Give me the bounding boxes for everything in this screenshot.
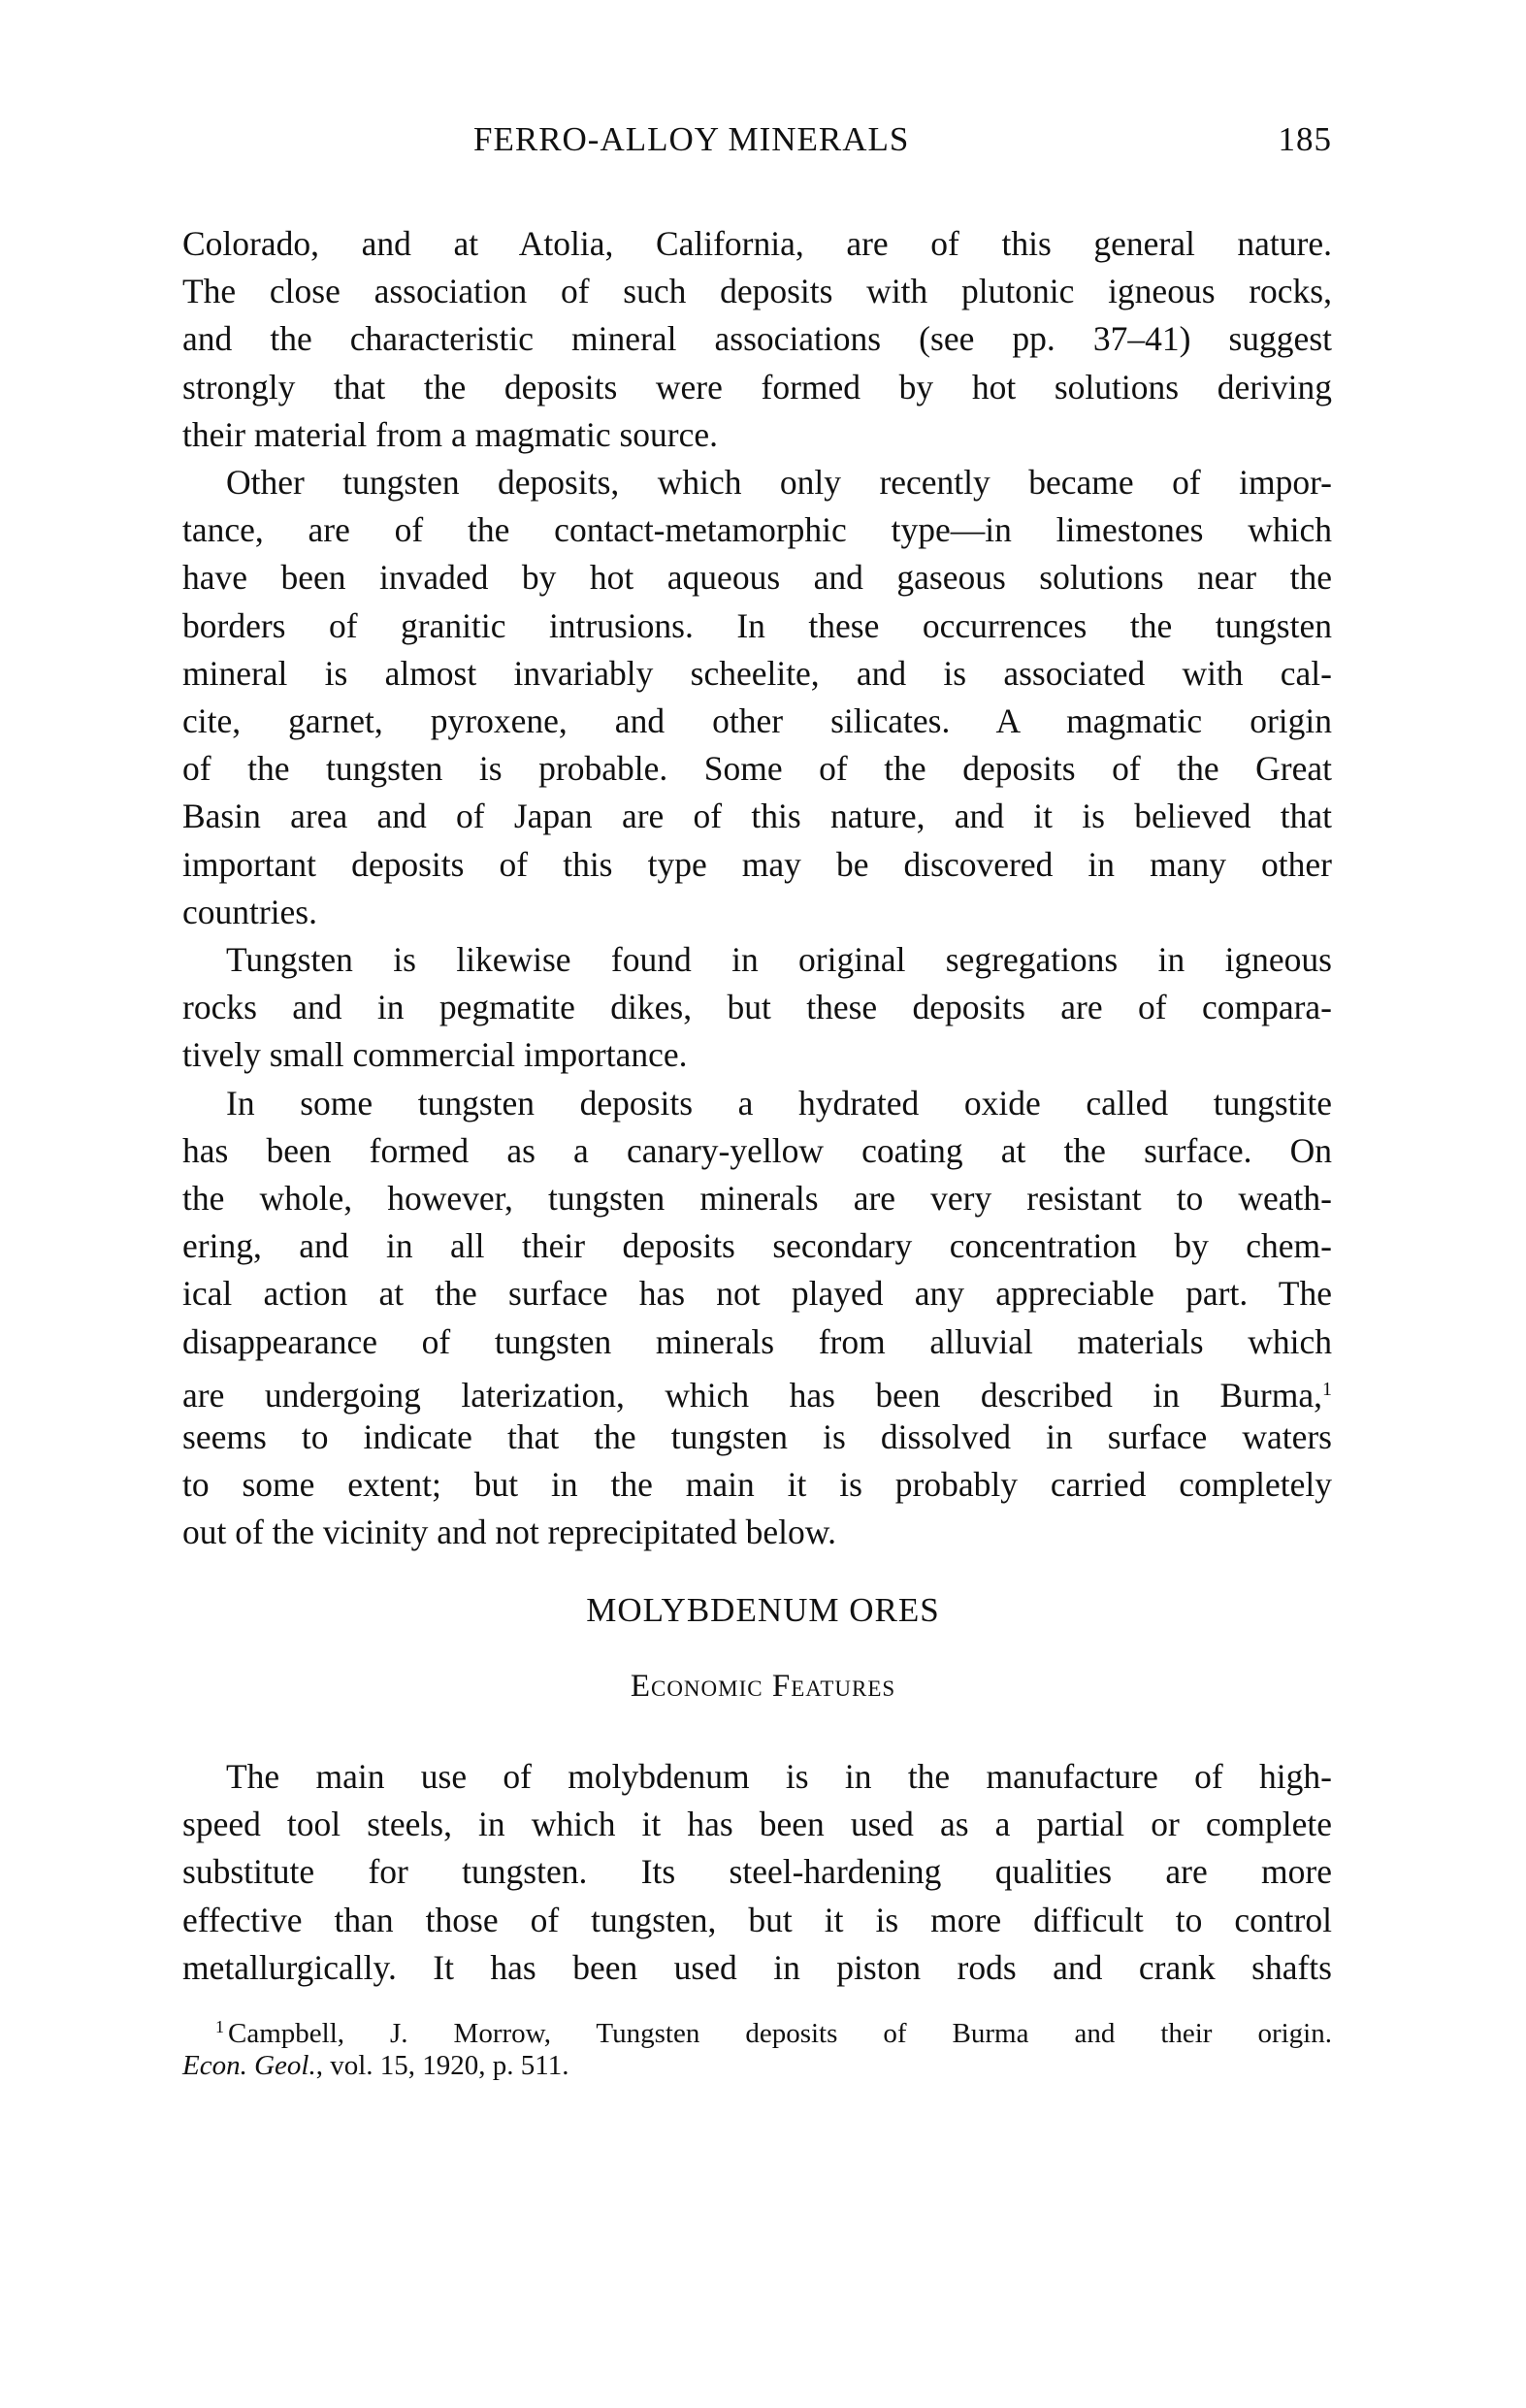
text-line-content: Basin area and of Japan are of this nature, and it is believed that	[182, 797, 1332, 836]
text-line-content: of the tungsten is probable. Some of the deposits of the Great	[182, 749, 1332, 789]
text-line	[182, 269, 1332, 313]
text-line	[182, 1271, 1332, 1316]
text-line	[182, 1032, 1332, 1077]
running-head	[182, 120, 1332, 163]
text-line-content: are undergoing laterization, which has been described in Burma,	[182, 1375, 1322, 1415]
footnote-reference[interactable]: 1	[1322, 1378, 1332, 1400]
running-title: FERRO-ALLOY MINERALS	[473, 120, 910, 158]
text-line-content: metallurgically. It has been used in piston rods and crank shafts	[182, 1947, 1332, 1987]
footnote-marker: 1	[215, 2017, 224, 2036]
text-line	[182, 1802, 1332, 1846]
text-line	[182, 1223, 1332, 1268]
text-line	[182, 412, 1332, 457]
text-line-content: The close association of such deposits with plutonic igneous rocks,	[182, 272, 1332, 311]
footnote-details: , vol. 15, 1920, p. 511.	[315, 2050, 569, 2081]
text-line	[226, 1081, 1332, 1125]
text-line-content: has been formed as a canary-yellow coating at the surface. On	[182, 1130, 1332, 1170]
text-line-content: seems to indicate that the tungsten is dissolved in surface waters	[182, 1417, 1332, 1456]
text-line-content: In some tungsten deposits a hydrated oxide called tungstite	[226, 1083, 1332, 1123]
text-line	[182, 746, 1332, 791]
text-line-content: borders of granitic intrusions. In these occurrences the tungsten	[182, 605, 1332, 645]
text-line	[182, 221, 1332, 266]
text-line	[182, 603, 1332, 648]
text-line	[182, 794, 1332, 838]
text-line	[226, 460, 1332, 504]
text-line	[182, 365, 1332, 409]
text-line-content: ical action at the surface has not played any appreciable part. The	[182, 1274, 1332, 1314]
text-line	[226, 937, 1332, 982]
text-line-content: Colorado, and at Atolia, California, are of this general nature.	[182, 224, 1332, 263]
text-line-content: strongly that the deposits were formed by hot solutions deriving	[182, 367, 1332, 407]
text-line	[182, 555, 1332, 600]
text-line	[182, 316, 1332, 361]
text-line	[182, 1415, 1332, 1459]
text-line-content: cite, garnet, pyroxene, and other silicates. A magmatic origin	[182, 701, 1332, 740]
text-line	[182, 1462, 1332, 1507]
footnote-line-2	[182, 2047, 1332, 2084]
text-line	[182, 1128, 1332, 1173]
text-line-content: mineral is almost invariably scheelite, and is associated with cal-	[182, 653, 1332, 693]
text-line-content: and the characteristic mineral associations (see pp. 37–41) suggest	[182, 319, 1332, 359]
text-line-content: Tungsten is likewise found in original segregations in igneous	[226, 940, 1332, 979]
text-line	[182, 1898, 1332, 1942]
subsection-heading: Economic Features	[630, 1669, 896, 1704]
text-line-content: substitute for tungsten. Its steel-hardening qualities are more	[182, 1852, 1332, 1892]
text-line	[182, 842, 1332, 887]
text-line-content: The main use of molybdenum is in the manufacture of high-	[226, 1757, 1332, 1796]
footnote-line-1	[215, 2008, 1332, 2052]
text-line	[182, 1319, 1332, 1364]
text-line	[182, 890, 1332, 934]
text-line-content: Other tungsten deposits, which only recently became of impor-	[226, 463, 1332, 502]
text-line-content: out of the vicinity and not reprecipitated below.	[182, 1513, 836, 1552]
footnote-journal: Econ. Geol.	[182, 2050, 316, 2081]
text-line-content: the whole, however, tungsten minerals are very resistant to weath-	[182, 1179, 1332, 1218]
text-line	[182, 699, 1332, 743]
text-line	[182, 1510, 1332, 1554]
text-line-content: tance, are of the contact-metamorphic type—in limestones which	[182, 510, 1332, 550]
text-line-content: important deposits of this type may be discovered in many other	[182, 844, 1332, 884]
text-line	[182, 651, 1332, 696]
text-line-content: countries.	[182, 892, 318, 931]
footnote-citation: Campbell, J. Morrow, Tungsten deposits of Burma and their origin.	[228, 2018, 1332, 2049]
text-line	[182, 1849, 1332, 1894]
text-line	[182, 985, 1332, 1029]
text-line-content: disappearance of tungsten minerals from alluvial materials which	[182, 1321, 1332, 1361]
text-line	[226, 1754, 1332, 1799]
text-line	[182, 507, 1332, 552]
text-line-content: to some extent; but in the main it is probably carried completely	[182, 1465, 1332, 1505]
text-line	[182, 1945, 1332, 1990]
text-line-content: rocks and in pegmatite dikes, but these deposits are of compara-	[182, 988, 1332, 1027]
text-line-content: have been invaded by hot aqueous and gaseous solutions near the	[182, 558, 1332, 598]
page-number: 185	[1278, 120, 1332, 158]
text-line-content: effective than those of tungsten, but it is more difficult to control	[182, 1900, 1332, 1939]
text-line-content: tively small commercial importance.	[182, 1035, 688, 1075]
text-line-content: ering, and in all their deposits secondary concentration by chem-	[182, 1226, 1332, 1266]
text-line	[182, 1367, 1332, 1415]
text-line-content: their material from a magmatic source.	[182, 414, 718, 454]
section-heading: MOLYBDENUM ORES	[586, 1591, 940, 1629]
text-line	[182, 1176, 1332, 1220]
text-line-content: speed tool steels, in which it has been used as a partial or complete	[182, 1805, 1332, 1844]
